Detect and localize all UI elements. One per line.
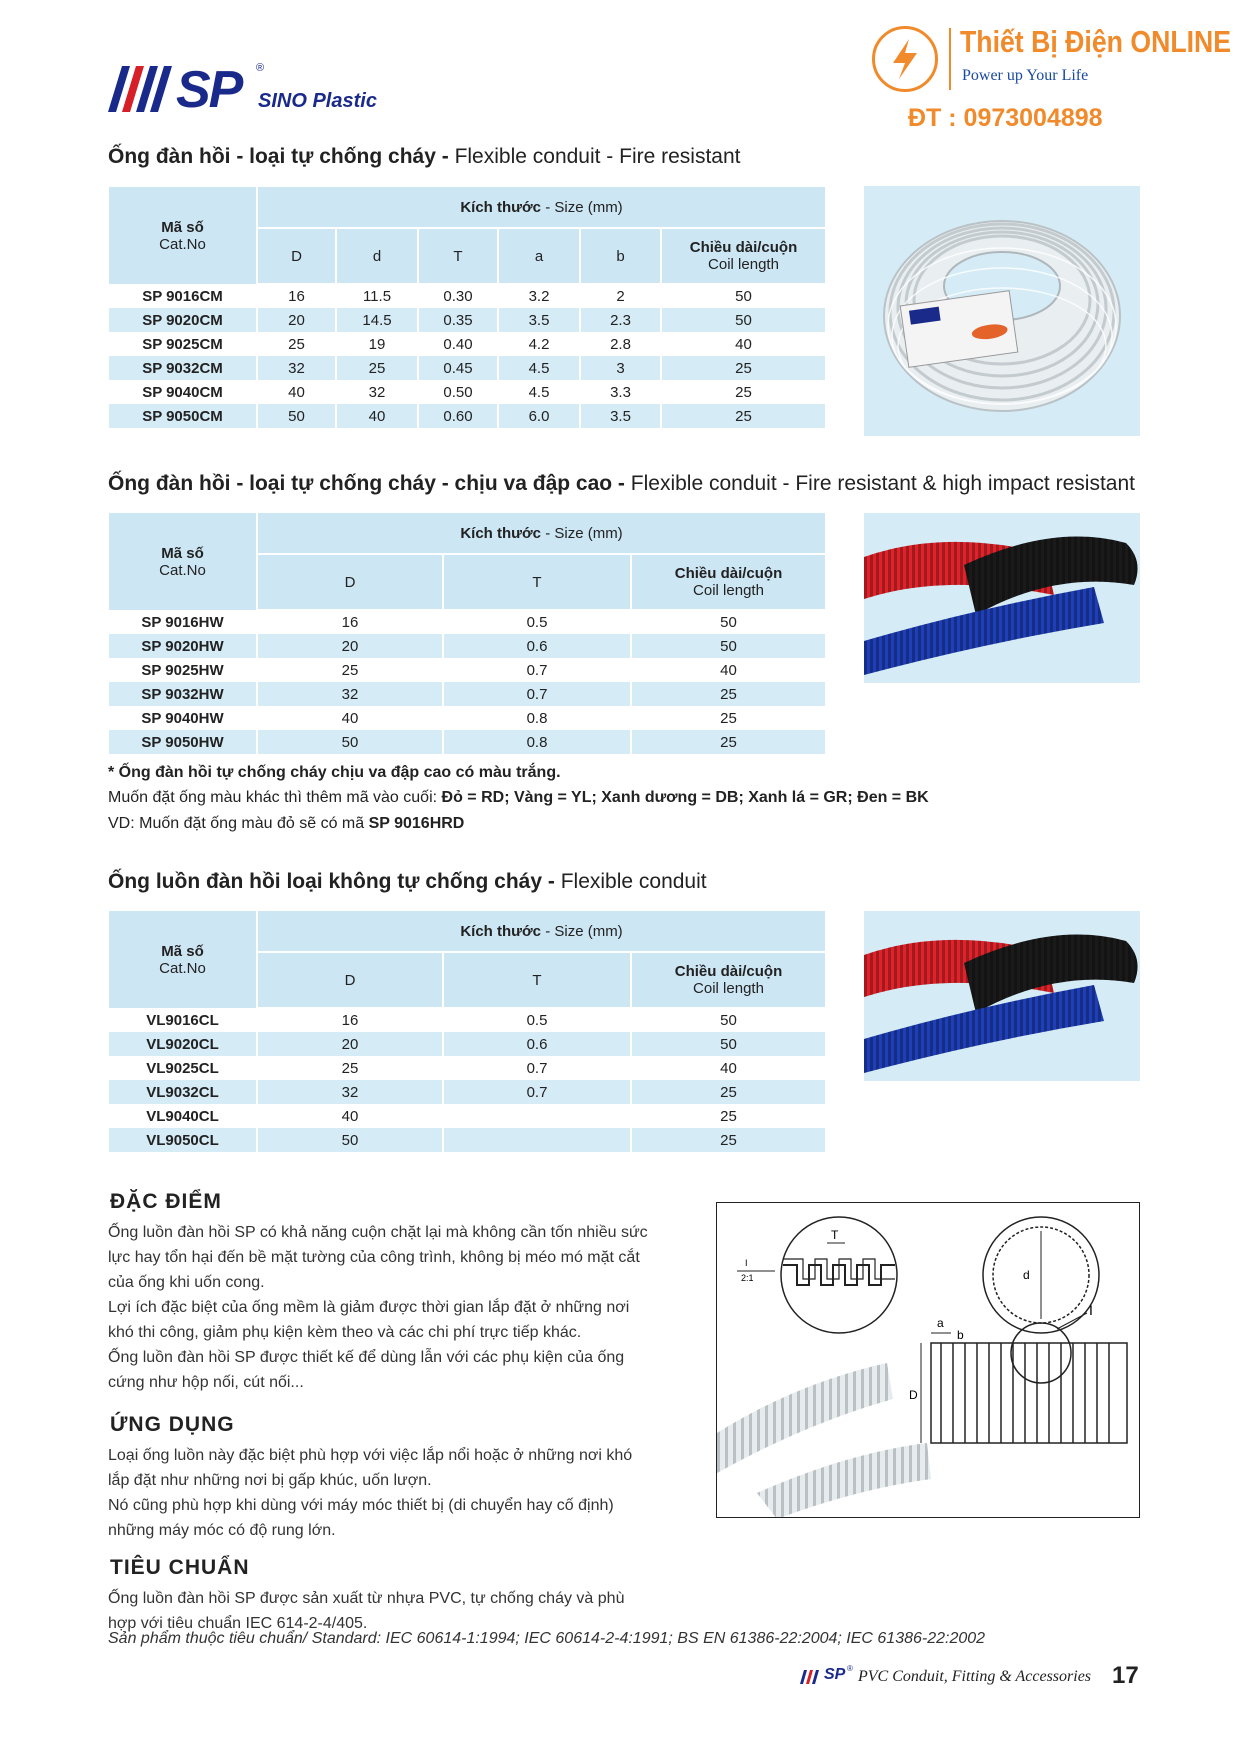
size-header: Kích thước - Size (mm) — [257, 187, 825, 228]
note-example — [108, 815, 464, 833]
table-row: VL9020CL 20 0.6 50 — [109, 1032, 825, 1056]
table-row: SP 9020HW 20 0.6 50 — [109, 634, 825, 658]
size-header: Kích thước - Size (mm) — [257, 513, 825, 554]
label-I: I — [1089, 1302, 1093, 1318]
conduit-diagram — [716, 1202, 1140, 1518]
sp-logo — [108, 62, 408, 118]
label-scale-bottom: 2:1 — [741, 1273, 754, 1283]
section1-title — [108, 145, 741, 169]
applications-title: ỨNG DỤNG — [110, 1413, 235, 1436]
col-a-header: a — [498, 228, 580, 284]
features-p2: Lợi ích đặc biệt của ống mềm là giảm được thời gian lắp đặt ở những nơi khó thi công, giảm phụ kiện kèm theo và các chi phí trực tiếp khác. — [108, 1299, 630, 1341]
features-p3: Ống luồn đàn hồi SP được thiết kế để dùng lẫn với các phụ kiện của ống cứng như hộp nối, cút nối... — [108, 1349, 625, 1391]
lightning-icon — [872, 26, 938, 92]
applications-p2: Nó cũng phù hợp khi dùng với máy móc thiết bị (di chuyển hay cố định) những máy móc có độ rung lớn. — [108, 1497, 614, 1539]
cat-header: Mã số Cat.No — [109, 187, 257, 284]
standard-p1: Ống luồn đàn hồi SP được sản xuất từ nhựa PVC, tự chống cháy và phù hợp với tiêu chuẩn IEC 614-2-4/405. — [108, 1590, 625, 1632]
coil-length-header: Chiều dài/cuộn Coil length — [631, 554, 825, 610]
page-number: 17 — [1112, 1662, 1139, 1689]
table-high-impact — [109, 513, 825, 754]
coil-length-header: Chiều dài/cuộn Coil length — [661, 228, 825, 284]
features-title: ĐẶC ĐIỂM — [110, 1190, 222, 1213]
standard-title: TIÊU CHUẨN — [110, 1556, 250, 1579]
brand-tagline: Power up Your Life — [962, 67, 1089, 84]
features-p1: Ống luồn đàn hồi SP có khả năng cuộn chặt lại mà không cần tốn nhiều sức lực hay tổn hại đến bề mặt tường của công trình, không bị méo mó mặt cắt của ống khi uốn cong. — [108, 1224, 648, 1291]
note-color-codes-list: Đỏ = RD; Vàng = YL; Xanh dương = DB; Xanh lá = GR; Đen = BK — [441, 789, 929, 806]
section3-title-vn: Ống luồn đàn hồi loại không tự chống cháy - — [108, 870, 555, 893]
note-example-code: SP 9016HRD — [368, 815, 465, 832]
label-scale-top: I — [745, 1258, 748, 1268]
table-row: SP 9050HW 50 0.8 25 — [109, 730, 825, 754]
table-row: SP 9032CM 32 25 0.45 4.5 3 25 — [109, 356, 825, 380]
table-row: VL9025CL 25 0.7 40 — [109, 1056, 825, 1080]
size-header: Kích thước - Size (mm) — [257, 911, 825, 952]
table-non-fire-resistant — [109, 911, 825, 1152]
photo-colored-conduits-1 — [864, 513, 1140, 683]
section2-title — [108, 472, 1135, 496]
col-T-header: T — [443, 952, 631, 1008]
label-D: D — [909, 1388, 918, 1402]
table-row: SP 9032HW 32 0.7 25 — [109, 682, 825, 706]
sino-plastic-text: SINO Plastic — [258, 90, 377, 112]
brand-name: Thiết Bị Điện ONLINE — [960, 24, 1232, 59]
footer-sp-logo: SP — [824, 1666, 846, 1683]
col-D-header: D — [257, 554, 443, 610]
col-b-header: b — [580, 228, 661, 284]
section1-title-en: Flexible conduit - Fire resistant — [454, 145, 741, 168]
footer-sp-reg: ® — [847, 1664, 853, 1673]
section3-title — [108, 870, 707, 894]
table-row: VL9016CL 16 0.5 50 — [109, 1008, 825, 1032]
sp-logo-text: SP — [176, 61, 242, 119]
standard-text — [108, 1586, 648, 1636]
label-b: b — [957, 1328, 964, 1342]
col-D-header: D — [257, 228, 336, 284]
table-row: SP 9020CM 20 14.5 0.35 3.5 2.3 50 — [109, 308, 825, 332]
table-row: SP 9025HW 25 0.7 40 — [109, 658, 825, 682]
section2-title-en: Flexible conduit - Fire resistant & high impact resistant — [630, 472, 1135, 495]
table-row: VL9050CL 50 25 — [109, 1128, 825, 1152]
applications-p1: Loại ống luồn này đặc biệt phù hợp với việc lắp nổi hoặc ở những nơi khó lắp đặt như những nơi bị gấp khúc, uốn lượn. — [108, 1447, 633, 1489]
table-row: SP 9016HW 16 0.5 50 — [109, 610, 825, 634]
brand-phone: ĐT : 0973004898 — [908, 104, 1103, 132]
note-color-codes-prefix: Muốn đặt ống màu khác thì thêm mã vào cuối: — [108, 789, 438, 806]
col-d-header: d — [336, 228, 418, 284]
section1-title-vn: Ống đàn hồi - loại tự chống cháy - — [108, 145, 449, 168]
standards-line: Sản phẩm thuộc tiêu chuẩn/ Standard: IEC 60614-1:1994; IEC 60614-2-4:1991; BS EN 61386-22:2004; IEC 61386-22:2002 — [108, 1630, 986, 1647]
col-T-header: T — [418, 228, 498, 284]
brand-divider — [949, 28, 951, 90]
section2-title-vn: Ống đàn hồi - loại tự chống cháy - chịu va đập cao - — [108, 472, 625, 495]
table-row: VL9032CL 32 0.7 25 — [109, 1080, 825, 1104]
label-T: T — [831, 1228, 839, 1242]
applications-text — [108, 1443, 648, 1543]
col-T-header: T — [443, 554, 631, 610]
brand-logo — [872, 22, 1232, 142]
label-a: a — [937, 1316, 944, 1330]
col-D-header: D — [257, 952, 443, 1008]
section3-title-en: Flexible conduit — [560, 870, 707, 893]
photo-white-coil — [864, 186, 1140, 436]
footer-text: PVC Conduit, Fitting & Accessories — [858, 1668, 1092, 1685]
cat-header: Mã số Cat.No — [109, 513, 257, 610]
note-white-color: * Ống đàn hồi tự chống cháy chịu va đập cao có màu trắng. — [108, 764, 561, 781]
footer — [800, 1664, 1140, 1694]
coil-length-header: Chiều dài/cuộn Coil length — [631, 952, 825, 1008]
note-color-codes — [108, 789, 929, 807]
table-row: SP 9040CM 40 32 0.50 4.5 3.3 25 — [109, 380, 825, 404]
table-row: SP 9050CM 50 40 0.60 6.0 3.5 25 — [109, 404, 825, 428]
cat-header: Mã số Cat.No — [109, 911, 257, 1008]
table-row: SP 9040HW 40 0.8 25 — [109, 706, 825, 730]
photo-colored-conduits-2 — [864, 911, 1140, 1081]
table-row: SP 9025CM 25 19 0.40 4.2 2.8 40 — [109, 332, 825, 356]
label-d: d — [1023, 1268, 1030, 1282]
table-fire-resistant — [109, 187, 825, 428]
features-text — [108, 1220, 648, 1395]
table-row: VL9040CL 40 25 — [109, 1104, 825, 1128]
note-example-prefix: VD: Muốn đặt ống màu đỏ sẽ có mã — [108, 815, 365, 832]
footer-stripes-icon — [800, 1670, 824, 1684]
table-row: SP 9016CM 16 11.5 0.30 3.2 2 50 — [109, 284, 825, 308]
sp-reg-mark: ® — [256, 62, 265, 74]
